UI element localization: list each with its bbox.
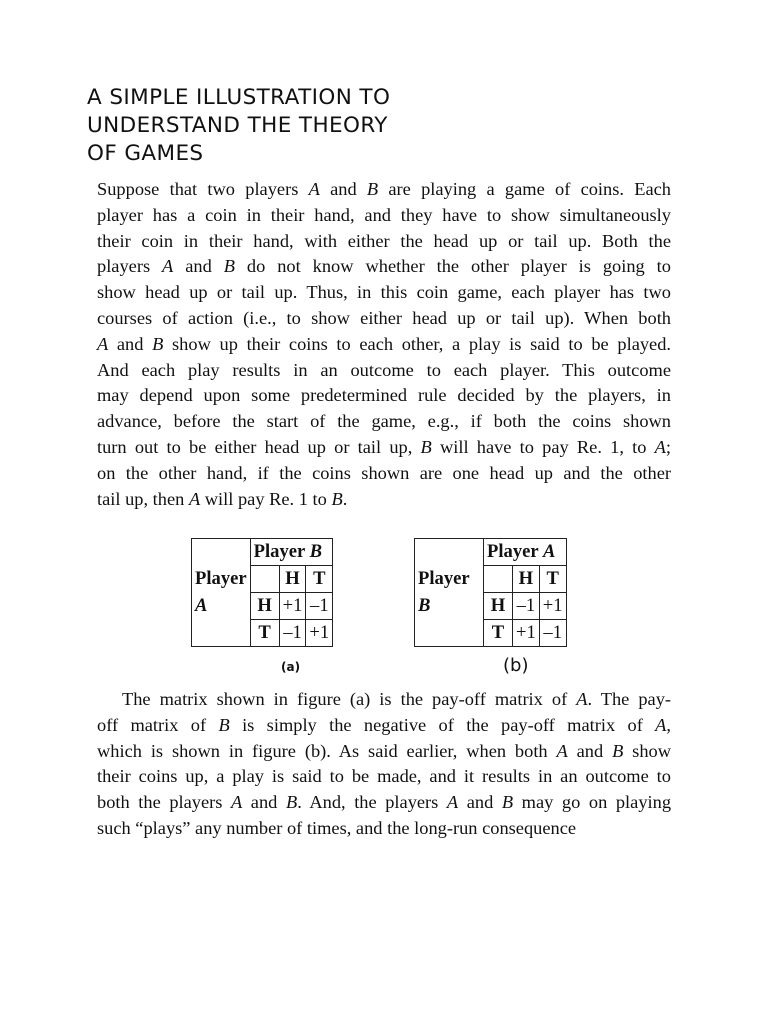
player-name: B	[501, 792, 514, 813]
figure-caption-a: (a)	[281, 660, 301, 674]
row-player-letter: B	[415, 593, 484, 620]
matrix-corner	[415, 539, 484, 566]
intro-paragraph	[97, 177, 671, 512]
text-line	[97, 332, 671, 358]
text-run: ;	[665, 436, 671, 457]
heading-line: UNDERSTAND THE THEORY	[87, 113, 388, 138]
text-run: and	[458, 792, 502, 813]
row-header: H	[250, 593, 279, 620]
player-name: A	[576, 689, 588, 709]
text-run: show up their coins to each other, a play is said to be played.	[163, 333, 672, 354]
player-name: A	[231, 792, 243, 813]
text-run: tail up, then	[97, 488, 189, 509]
text-run: both the players	[97, 792, 231, 813]
text-run: The matrix shown in figure (a) is the pay-off matrix of	[122, 689, 577, 709]
text-run: such “plays” any number of times, and the long-run consequence	[97, 817, 577, 838]
payoff-cell: –1	[279, 620, 306, 647]
payoff-cell: –1	[306, 593, 333, 620]
player-name: B	[331, 488, 343, 509]
section-heading	[87, 84, 507, 168]
player-name: B	[223, 256, 235, 277]
player-name: A	[655, 714, 667, 735]
header-blank	[484, 566, 513, 593]
text-run: . And, the players	[297, 792, 447, 813]
player-name: A	[556, 740, 568, 761]
row-header: T	[250, 620, 279, 647]
matrix-blank	[192, 620, 251, 647]
text-run: show	[623, 740, 672, 761]
text-line	[97, 739, 671, 765]
player-name: A	[308, 179, 320, 199]
text-run: off matrix of	[97, 714, 219, 735]
text-run: ,	[666, 714, 672, 735]
text-run: and	[567, 740, 613, 761]
payoff-cell: –1	[539, 620, 566, 647]
payoff-cell: +1	[513, 620, 540, 647]
text-line	[97, 383, 671, 409]
text-line	[97, 461, 671, 487]
text-run: may depend upon some predetermined rule decided by the players, in	[97, 385, 671, 406]
text-run: do not know whether the other player is going to	[234, 256, 671, 277]
col-header: T	[539, 566, 566, 593]
col-header: H	[513, 566, 540, 593]
text-run: and	[108, 333, 153, 354]
payoff-cell: +1	[279, 593, 306, 620]
payoff-cell: +1	[306, 620, 333, 647]
text-line	[97, 790, 671, 816]
column-player-label	[484, 539, 567, 566]
row-player-label	[192, 566, 251, 593]
text-run: courses of action (i.e., to show either head up or tail up). When both	[97, 307, 671, 328]
text-run: is simply the negative of the pay-off matrix of	[229, 714, 656, 735]
text-run: are playing a game of coins. Each	[378, 179, 671, 199]
text-run: players	[97, 256, 163, 277]
text-run: turn out to be either head up or tail up,	[97, 436, 421, 457]
text-line	[97, 254, 671, 280]
text-run: and	[242, 792, 286, 813]
text-run: player has a coin in their hand, and they have to show simultaneously	[97, 204, 671, 225]
row-player-label	[415, 566, 484, 593]
player-word: Player	[418, 568, 470, 589]
matrix-blank	[415, 620, 484, 647]
text-run: Suppose that two players	[97, 179, 309, 199]
text-run: their coins up, a play is said to be made, and it results in an outcome to	[97, 766, 671, 787]
text-line	[97, 409, 671, 435]
player-name: B	[612, 740, 624, 761]
col-header: H	[279, 566, 306, 593]
column-player-label	[250, 539, 333, 566]
text-line	[97, 358, 671, 384]
text-run: and	[319, 179, 367, 199]
heading-line: OF GAMES	[87, 141, 204, 166]
text-line	[97, 764, 671, 790]
text-run: .	[342, 488, 348, 509]
text-run: on the other hand, if the coins shown are one head up and the other	[97, 462, 671, 483]
player-name: A	[97, 333, 109, 354]
text-run: . The pay-	[587, 689, 672, 709]
text-line	[97, 280, 671, 306]
text-line	[97, 177, 671, 203]
player-name: B	[420, 436, 432, 457]
explanation-paragraph	[97, 687, 671, 842]
text-line	[97, 487, 671, 513]
text-run: And each play results in an outcome to each player. This outcome	[97, 359, 671, 380]
player-word: Player	[253, 541, 310, 562]
text-run: may go on playing	[513, 792, 672, 813]
text-line	[97, 435, 671, 461]
text-run: and	[173, 256, 224, 277]
player-name: A	[188, 488, 201, 509]
text-line	[97, 203, 671, 229]
player-name: B	[218, 714, 230, 735]
text-line	[97, 229, 671, 255]
text-run: will pay Re. 1 to	[200, 488, 332, 509]
player-name: A	[162, 256, 174, 277]
col-header: T	[306, 566, 333, 593]
row-header: H	[484, 593, 513, 620]
payoff-matrix-b	[414, 538, 567, 647]
row-header: T	[484, 620, 513, 647]
text-line	[97, 816, 671, 842]
text-line	[97, 713, 671, 739]
payoff-cell: –1	[513, 593, 540, 620]
player-name: B	[152, 333, 164, 354]
text-run: will have to pay Re. 1, to	[431, 436, 655, 457]
text-run: advance, before the start of the game, e.g., if both the coins shown	[97, 411, 671, 432]
player-name: B	[366, 179, 379, 199]
player-name: A	[446, 792, 459, 813]
text-run: their coin in their hand, with either the head up or tail up. Both the	[97, 230, 671, 251]
text-line	[97, 306, 671, 332]
player-word: Player	[195, 568, 247, 589]
matrix-corner	[192, 539, 251, 566]
text-line	[97, 687, 671, 713]
player-letter: B	[309, 541, 322, 562]
payoff-cell: +1	[539, 593, 566, 620]
header-blank	[250, 566, 279, 593]
payoff-matrix-a	[191, 538, 333, 647]
player-name: A	[654, 436, 666, 457]
player-letter: A	[542, 541, 556, 562]
text-run: show head up or tail up. Thus, in this coin game, each player has two	[97, 282, 671, 303]
row-player-letter: A	[192, 593, 251, 620]
player-name: B	[285, 792, 298, 813]
player-word: Player	[487, 541, 543, 562]
figure-caption-b: (b)	[503, 655, 529, 676]
text-run: which is shown in figure (b). As said earlier, when both	[97, 740, 557, 761]
heading-line: A SIMPLE ILLUSTRATION TO	[87, 85, 391, 110]
